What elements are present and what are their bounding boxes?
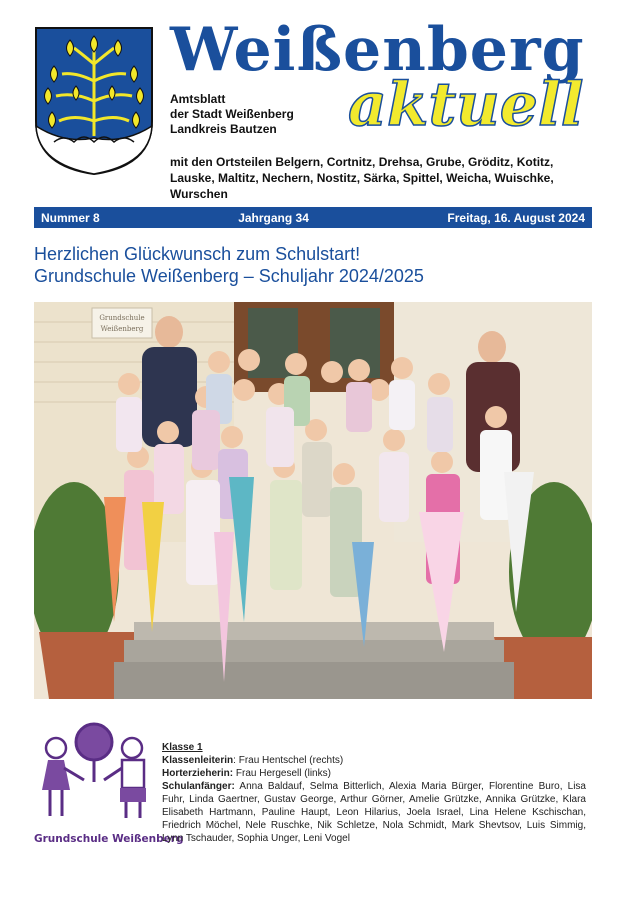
amtsblatt-line: Amtsblatt [170, 92, 226, 106]
educator-line [162, 767, 586, 780]
issue-number: Nummer 8 [41, 210, 100, 225]
pupils-line [162, 780, 586, 845]
educator-label: Horterzieherin: [162, 768, 234, 779]
ortsteile-text: mit den Ortsteilen Belgern, Cortnitz, Drehsa, Grube, Gröditz, Kotitz, Lauske, Maltitz, Nechern, Nostitz, Särka, Spittel, Weicha, Wuischke, Wurschen [170, 155, 554, 201]
pupils-value: Anna Baldauf, Selma Bitterlich, Alexia Maria Bürger, Florentine Buro, Lisa Fuhr, Linda Gaertner, Gustav George, Arthur Görner, Amelie Grützke, Annika Grützke, Klara Elisabeth Hartmann, Pauline Haupt, Leon Hilarius, Joela Israel, Lina Helene Kschischan, Friedrich Möchel, Nele Ruschke, Nik Schletze, Nola Schmidt, Mark Shevtsov, Luis Simmig, Lynn Tschauder, Sophia Unger, Leni Vogel [162, 781, 586, 844]
issue-bar [34, 207, 592, 228]
issue-date: Freitag, 16. August 2024 [447, 210, 585, 225]
photo-sign-line: Grundschule [99, 314, 145, 322]
teacher-line [162, 754, 586, 767]
headline [34, 243, 594, 287]
photo-sign-line: Weißenberg [100, 325, 144, 333]
headline-line: Herzlichen Glückwunsch zum Schulstart! [34, 244, 361, 264]
issue-volume: Jahrgang 34 [238, 210, 309, 225]
masthead-subtitle: aktuell [348, 70, 584, 140]
class-info [162, 741, 586, 845]
educator-value: Frau Hergesell (links) [233, 768, 331, 779]
coat-of-arms-icon [34, 26, 154, 176]
headline-line: Grundschule Weißenberg – Schuljahr 2024/2025 [34, 266, 424, 286]
school-logo-name: Grundschule Weißenberg [34, 833, 184, 845]
amtsblatt-block [170, 92, 294, 137]
pupils-label: Schulanfänger: [162, 781, 235, 792]
masthead-title: Weißenberg [170, 15, 585, 85]
amtsblatt-line: der Stadt Weißenberg [170, 107, 294, 121]
amtsblatt-line: Landkreis Bautzen [170, 122, 277, 136]
teacher-label: Klassenleiterin [162, 755, 234, 766]
class-title: Klasse 1 [162, 742, 203, 753]
class-photo [34, 302, 592, 699]
teacher-value: : Frau Hentschel (rechts) [233, 755, 344, 766]
school-logo-icon [34, 720, 156, 826]
